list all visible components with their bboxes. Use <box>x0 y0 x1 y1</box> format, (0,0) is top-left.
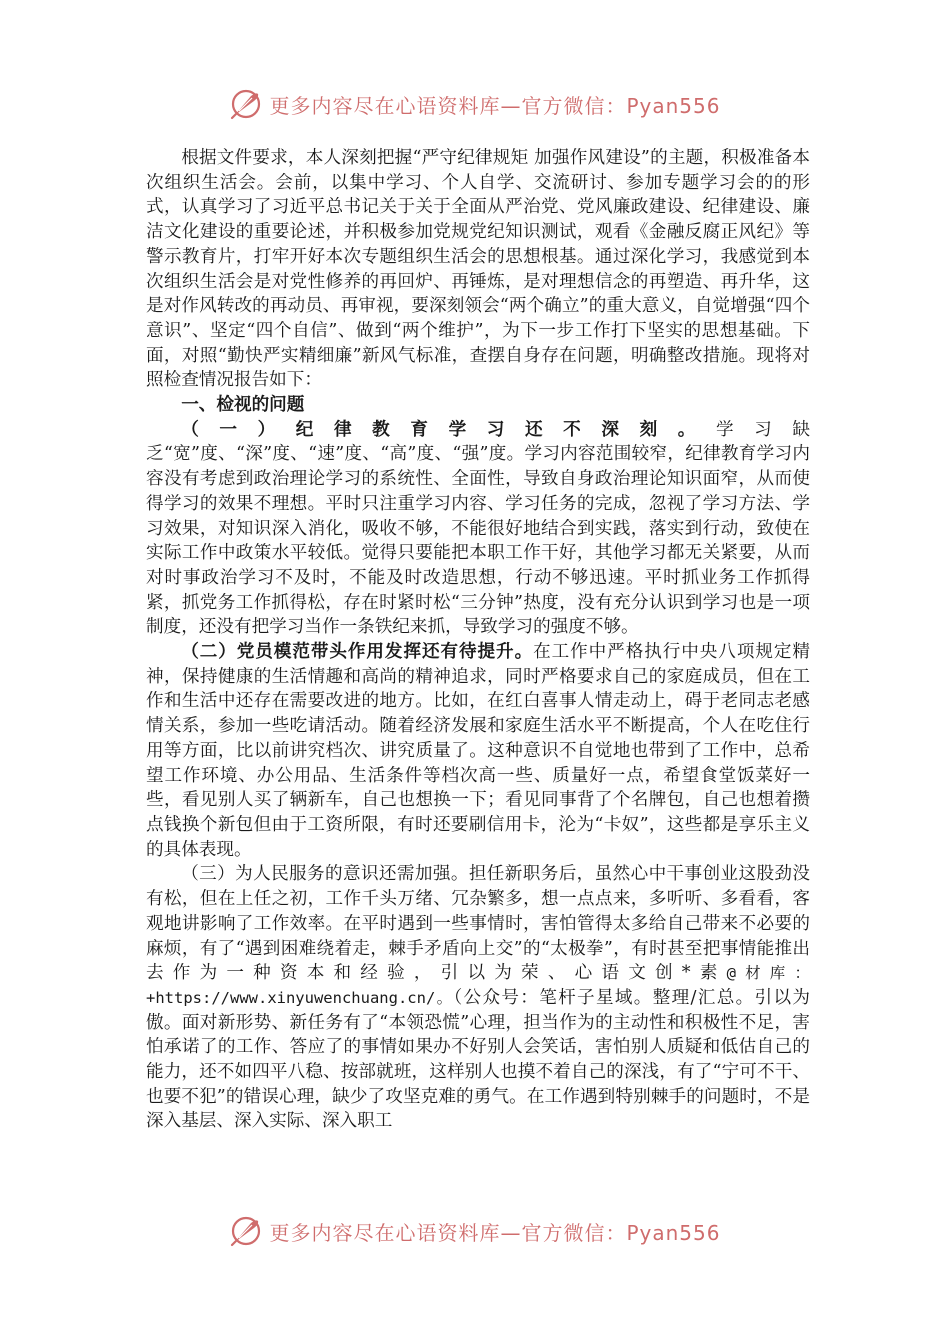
section-heading: 一、检视的问题 <box>181 394 305 416</box>
header-watermark-banner <box>0 84 950 124</box>
quill-pen-logo-icon <box>229 87 263 121</box>
issue-paragraph-3 <box>146 862 810 1134</box>
issue-paragraph-1 <box>146 418 810 640</box>
issue-3-text-b: （公众号：笔杆子星域。整理/汇总。引以为傲。面对新形势、新任务有了“本领恐慌”心理，担当作为的主动性和积极性不足，害怕承诺了的工作、答应了的事情如果办不好别人会笑话，害怕别人质疑和低估自己的能力，还不如四平八稳、按部就班，这样别人也摸不着自己的深浅，有了“宁可不干、也要不犯”的错误心理，缺少了攻坚克难的勇气。在工作遇到特别棘手的问题时，不是深入基层、深入实际、深入职工 <box>146 987 810 1132</box>
banner-text: 更多内容尽在心语资料库—官方微信：Pyan556 <box>269 93 721 118</box>
banner-text: 更多内容尽在心语资料库—官方微信：Pyan556 <box>269 1220 721 1245</box>
issue-1-body: 学习缺乏“宽”度、“深”度、“速”度、“高”度、“强”度。学习内容范围较窄，纪律教育学习内容没有考虑到政治理论学习的系统性、全面性，导致自身政治理论知识面窄，从而使得学习的效果不理想。平时只注重学习内容、学习任务的完成，忽视了学习方法、学习效果，对知识深入消化，吸收不够，不能很好地结合到实践，落实到行动，致使在实际工作中政策水平较低。觉得只要能把本职工作干好，其他学习都无关紧要，从而对时事政治学习不及时，不能及时改造思想，行动不够迅速。平时抓业务工作抓得紧，抓党务工作抓得松，存在时紧时松“三分钟”热度，没有充分认识到学习也是一项制度，还没有把学习当作一条铁纪来抓，导致学习的强度不够。 <box>146 419 810 638</box>
issue-2-lead: （二）党员模范带头作用发挥还有待提升。 <box>181 641 534 663</box>
quill-pen-logo-icon <box>229 1214 263 1248</box>
intro-paragraph: 根据文件要求，本人深刻把握“严守纪律规矩 加强作风建设”的主题，积极准备本次组织生活会。会前，以集中学习、个人自学、交流研讨、参加专题学习会的的形式，认真学习了习近平总书记关于关于全面从严治党、党风廉政建设、纪律建设、廉洁文化建设的重要论述，并积极参加党规党纪知识测试，观看《金融反腐正风纪》等警示教育片，打牢开好本次专题组织生活会的思想根基。通过深化学习，我感觉到本次组织生活会是对党性修养的再回炉、再锤炼，是对理想信念的再塑造、再升华，这是对作风转改的再动员、再审视，要深刻领会“两个确立”的重大意义，自觉增强“四个意识”、坚定“四个自信”、做到“两个维护”，为下一步工作打下坚实的思想基础。下面，对照“勤快严实精细廉”新风气标准，查摆自身存在问题，明确整改措施。现将对照检查情况报告如下： <box>146 148 810 391</box>
issue-3-text-a: （三）为人民服务的意识还需加强。担任新职务后，虽然心中干事创业这股劲没有松，但在上任之初，工作千头万绪、冗杂繁多，想一点点来，多听听、多看看，客观地讲影响了工作效率。在平时遇到一些事情时，害怕管得太多给自己带来不必要的麻烦，有了“遇到困难绕着走，棘手矛盾向上交”的“太极拳”，有时甚至把事情能推出去作为一种资本和经验，引以为荣、心语文创*素 <box>146 864 810 984</box>
issue-3-url: @材库：+https://www.xinyuwenchuang.cn/。 <box>146 964 810 1007</box>
issue-paragraph-2 <box>146 640 810 862</box>
footer-watermark-banner <box>0 1211 950 1251</box>
document-body <box>146 146 810 1134</box>
issue-1-lead: （一）纪律教育学习还不深刻。 <box>181 418 716 440</box>
issue-2-body: 在工作中严格执行中央八项规定精神，保持健康的生活情趣和高尚的精神追求，同时严格要求自己的家庭成员，但在工作和生活中还存在需要改进的地方。比如，在红白喜事人情走动上，碍于老同志老感情关系，参加一些吃请活动。随着经济发展和家庭生活水平不断提高，个人在吃住行用等方面，比以前讲究档次、讲究质量了。这种意识不自觉地也带到了工作中，总希望工作环境、办公用品、生活条件等档次高一些、质量好一点，希望食堂饭菜好一些，看见别人买了辆新车，自己也想换一下；看见同事背了个名牌包，自己也想着攒点钱换个新包但由于工资所限，有时还要刷信用卡，沦为“卡奴”，这些都是享乐主义的具体表现。 <box>146 642 810 860</box>
